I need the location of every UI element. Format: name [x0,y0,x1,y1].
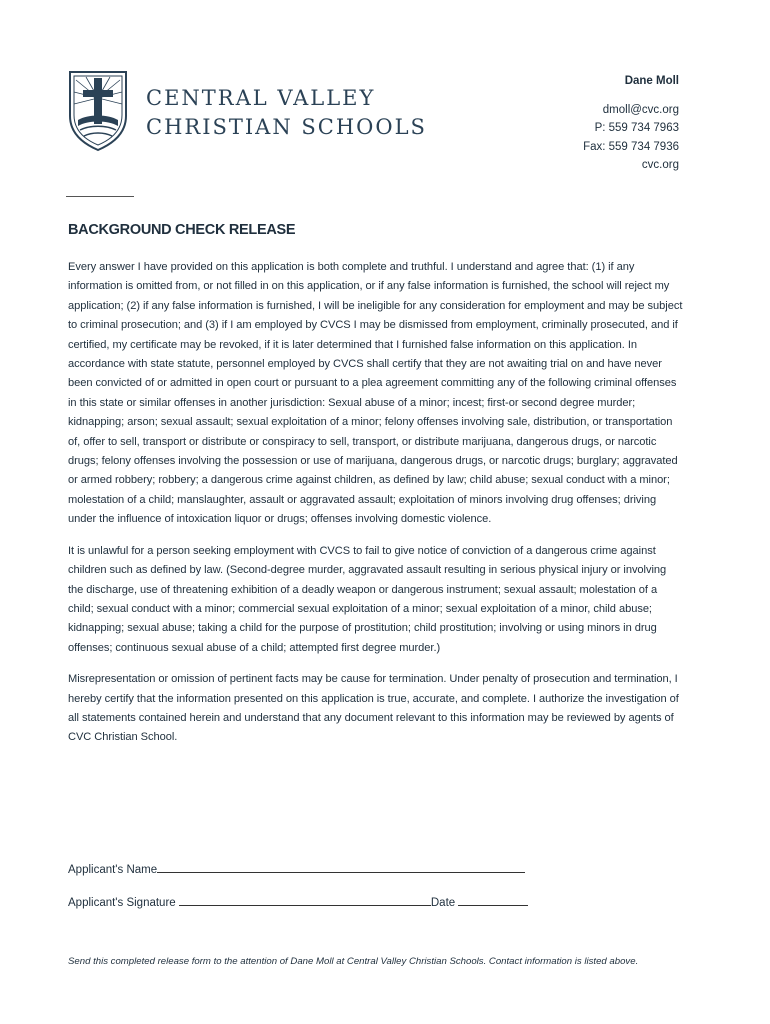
applicant-name-row [68,860,525,876]
document-body [68,258,684,760]
applicant-name-field[interactable] [157,860,525,873]
school-name-line2: CHRISTIAN SCHOOLS [146,115,427,139]
date-field[interactable] [458,893,528,906]
paragraph-certification: Every answer I have provided on this application is both complete and truthful. I understand and agree that: (1) if any information is omitted from, or not filled in on this application, or if any false information is furnished, the school will reject my application; (2) if any false information is furnished, I will be ineligible for any consideration for employment and may be subject to criminal prosecution; and (3) if I am employed by CVCS I may be dismissed from employment, criminally prosecuted, and if certified, my certificate may be revoked, if it is later determined that I furnished false information on this application. In accordance with state statute, personnel employed by CVCS shall certify that they are not awaiting trial on and have never been convicted of or admitted in open court or pursuant to a plea agreement committing any of the following criminal offenses in this state or similar offenses in another jurisdiction: Sexual abuse of a minor; incest; first-or second degree murder; kidnapping; arson; sexual assault; sexual exploitation of a minor; felony offenses involving sale, distribution, or transportation of, offer to sell, transport or distribute or conspiracy to sell, transport, or distribute marijuana, dangerous drugs, or narcotic drugs; felony offenses involving the possession or use of marijuana, dangerous drugs, or narcotic drugs; burglary; aggravated or armed robbery; robbery; a dangerous crime against children, as defined by law; child abuse; sexual conduct with a minor; molestation of a child; manslaughter, assault or aggravated assault; exploitation of minors involving drug offenses; driving under the influence of intoxication liquor or drugs; offenses involving domestic violence. [68,261,683,526]
footer-note: Send this completed release form to the attention of Dane Moll at Central Valley Christian Schools. Contact information is listed above. [68,956,639,967]
contact-name: Dane Moll [624,75,679,87]
applicant-name-label: Applicant's Name [68,864,158,876]
header-divider [66,196,134,197]
document-title: BACKGROUND CHECK RELEASE [68,222,296,238]
contact-website[interactable]: cvc.org [641,159,679,171]
applicant-signature-field[interactable] [179,893,431,906]
date-label: Date [430,897,459,909]
crest-cross-logo-icon [66,68,130,152]
paragraph-misrepresentation: Misrepresentation or omission of pertinent facts may be cause for termination. Under penalty of prosecution and termination, I hereby certify that the information presented on this application is true, accurate, and complete. I authorize the investigation of all statements contained herein and understand that any document relevant to this information may be reviewed by agents of CVC Christian School. [68,673,679,744]
paragraph-notice: It is unlawful for a person seeking employment with CVCS to fail to give notice of conviction of a dangerous crime against children such as defined by law. (Second-degree murder, aggravated assault resulting in serious physical injury or involving the discharge, use of threatening exhibition of a deadly weapon or dangerous instrument; sexual assault; molestation of a child; sexual conduct with a minor; commercial sexual exploitation of a minor; sexual exploitation of a minor, child abuse; kidnapping; sexual abuse; taking a child for the purpose of prostitution; child prostitution; involving or using minors in drug offenses; continuous sexual abuse of a child; attempted first degree murder.) [68,544,667,654]
applicant-signature-label: Applicant's Signature [68,897,179,909]
contact-email[interactable]: dmoll@cvc.org [602,103,679,116]
contact-fax: Fax: 559 734 7936 [583,140,679,153]
contact-block [583,72,679,175]
applicant-signature-row [68,893,528,909]
school-name [146,84,427,142]
contact-phone: P: 559 734 7963 [594,122,679,134]
school-name-line1: CENTRAL VALLEY [146,86,376,110]
